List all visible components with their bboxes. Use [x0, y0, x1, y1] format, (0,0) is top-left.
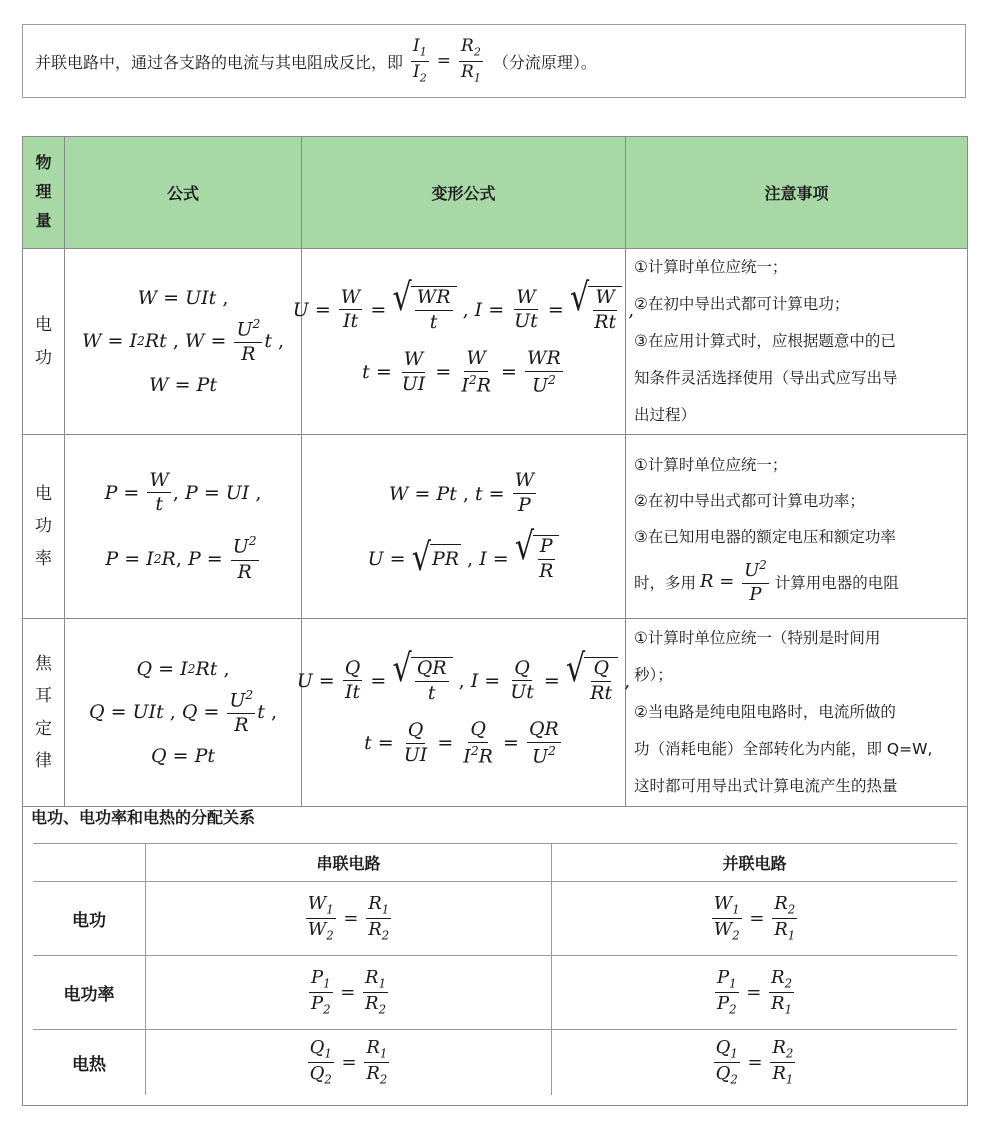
distribution-title: 电功、电功率和电热的分配关系	[31, 808, 256, 827]
header-formula: 公式	[65, 137, 302, 249]
principle-text-before: 并联电路中，通过各支路的电流与其电阻成反比，即	[35, 52, 404, 72]
dist-heat-series: $\frac{Q_1}{Q_2}$ = $\frac{R_1}{R_2}$	[145, 1029, 551, 1095]
work-note-5: 出过程）	[634, 406, 697, 424]
work-note-3: ③在应用计算式时，应根据题意中的已	[634, 332, 896, 350]
principle-note: 并联电路中，通过各支路的电流与其电阻成反比，即 $\frac{I_1}{I_2}$ = $\frac{R_2}{R_1}$ （分流原理）。	[35, 36, 597, 84]
dist-work-series: $\frac{W_1}{W_2}$ = $\frac{R_1}{R_2}$	[145, 881, 551, 955]
principle-text-after: （分流原理）。	[492, 52, 597, 72]
work-notes	[626, 249, 967, 435]
joule-notes	[626, 619, 967, 807]
dist-header-parallel: 并联电路	[551, 843, 957, 881]
power-note-2: ②在初中导出式都可计算电功率；	[634, 492, 865, 511]
principle-note-box	[22, 24, 966, 98]
power-note-4-before: 时，多用	[634, 573, 697, 592]
dist-row-label-work: 电功	[33, 881, 145, 955]
joule-derived-formulas: U = $\frac{Q}{It}$ = √ $\frac{QR}{t}$ , I = $\frac{Q}{Ut}$ = √ $\frac{Q}{Rt}$ , t = $\frac{Q}{UI}$ = $\frac{Q}{I^2R}$ = $\frac{QR}{U^2}$	[302, 619, 626, 807]
joule-note-2: 秒）；	[634, 666, 673, 684]
distribution-table	[33, 843, 957, 1095]
row-label-joule: 焦 耳 定 律	[23, 619, 65, 807]
current-ratio-fraction: $\frac{I_1}{I_2}$	[413, 36, 427, 84]
row-label-power: 电 功 率	[23, 435, 65, 619]
work-note-2: ②在初中导出式都可计算电功；	[634, 295, 850, 313]
row-label-work: 电 功	[23, 249, 65, 435]
power-note-4-after: 计算用电器的电阻	[774, 573, 899, 592]
work-derived-formulas: U = $\frac{W}{It}$ = √ $\frac{WR}{t}$ , I = $\frac{W}{Ut}$ = √ $\frac{W}{Rt}$ , t = $\frac{W}{UI}$ = $\frac{W}{I^2R}$ = $\frac{WR}{U^2}$	[302, 249, 626, 435]
joule-note-1: ①计算时单位应统一（特别是时间用	[634, 629, 881, 647]
resistance-ratio-fraction: $\frac{R_2}{R_1}$	[461, 36, 481, 84]
joule-note-4: 功（消耗电能）全部转化为内能，即 Q=W,	[634, 740, 933, 758]
header-notes: 注意事项	[626, 137, 967, 249]
dist-heat-parallel: $\frac{Q_1}{Q_2}$ = $\frac{R_2}{R_1}$	[551, 1029, 957, 1095]
dist-header-series: 串联电路	[145, 843, 551, 881]
joule-note-5: 这时都可用导出式计算电流产生的热量	[634, 777, 898, 795]
work-formulas: W = UIt , W = I 2 Rt , W = $\frac{U^2}{R}$ t , W = Pt	[65, 249, 302, 435]
power-derived-formulas: W = Pt , t = $\frac{W}{P}$ U = √ PR , I = √ $\frac{P}{R}$	[302, 435, 626, 619]
power-notes	[626, 435, 967, 619]
joule-note-3: ②当电路是纯电阻电路时，电流所做的	[634, 703, 896, 721]
power-formulas: P = $\frac{W}{t}$ , P = UI , P = I 2 R , P = $\frac{U^2}{R}$	[65, 435, 302, 619]
power-note-3: ③在已知用电器的额定电压和额定功率	[634, 528, 896, 547]
header-quantity: 物 理 量	[23, 137, 65, 249]
header-derived: 变形公式	[302, 137, 626, 249]
dist-row-label-power: 电功率	[33, 955, 145, 1029]
formula-table	[22, 136, 968, 1106]
power-note-1: ①计算时单位应统一；	[634, 456, 788, 475]
power-note-4: 时，多用 R = $\frac{U^2}{P}$ 计算用电器的电阻	[634, 558, 899, 605]
dist-power-series: $\frac{P_1}{P_2}$ = $\frac{R_1}{R_2}$	[145, 955, 551, 1029]
work-note-1: ①计算时单位应统一；	[634, 258, 788, 276]
dist-power-parallel: $\frac{P_1}{P_2}$ = $\frac{R_2}{R_1}$	[551, 955, 957, 1029]
joule-formulas: Q = I 2 Rt , Q = UIt , Q = $\frac{U^2}{R}$ t , Q = Pt	[65, 619, 302, 807]
dist-header-empty	[33, 843, 145, 881]
work-note-4: 知条件灵活选择使用（导出式应写出导	[634, 369, 898, 387]
dist-work-parallel: $\frac{W_1}{W_2}$ = $\frac{R_2}{R_1}$	[551, 881, 957, 955]
dist-row-label-heat: 电热	[33, 1029, 145, 1095]
